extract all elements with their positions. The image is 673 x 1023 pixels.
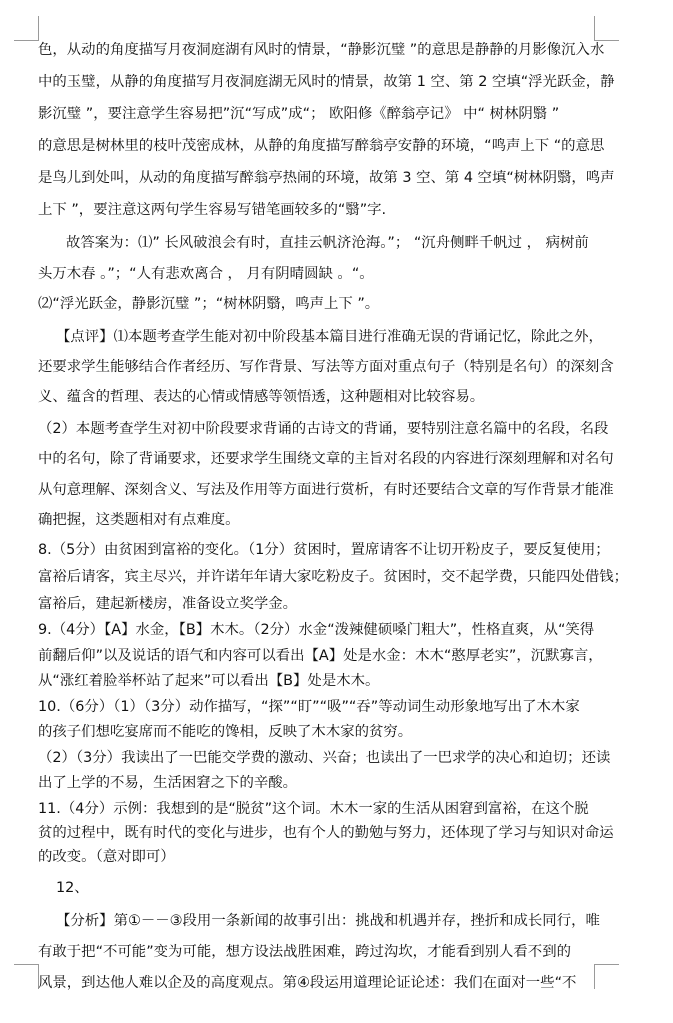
answer-11-line: 11.（4分）示例：我想到的是“脱贫”这个词。木木一家的生活从困窘到富裕，在这个脱	[38, 801, 589, 817]
comment-line: （2）本题考查学生对初中阶段要求背诵的古诗文的背诵，要特别注意名篇中的名段，名段	[38, 421, 609, 437]
crop-mark-top-right	[594, 16, 619, 41]
comment-line: 【点评】⑴本题考查学生能对初中阶段基本篇目进行准确无误的背诵记忆，除此之外，	[56, 329, 603, 345]
text-line: 上下 ”，要注意这两句学生容易写错笔画较多的“翳”字.	[38, 202, 387, 218]
answer-line: 故答案为：⑴” 长风破浪会有时，直挂云帆济沧海。”； “沉舟侧畔千帆过 ， 病树前	[66, 235, 589, 251]
crop-mark-bottom-left	[14, 964, 39, 989]
answer-line: 头万木春 。”；“人有悲欢离合 ， 月有阴晴圆缺 。“。	[38, 266, 374, 282]
answer-9-line: 前翻后仰”以及说话的语气和内容可以看出【A】处是水金：木木“憨厚老实”，沉默寡言，	[38, 648, 603, 664]
text-line: 影沉璧 ”，要注意学生容易把”沉“写成”成“； 欧阳修《醉翁亭记》 中“ 树林阴翳 ”	[38, 106, 560, 122]
text-line: 中的玉璧，从静的角度描写月夜洞庭湖无风时的情景，故第 1 空、第 2 空填“浮光跃金，静	[38, 74, 615, 90]
analysis-line: 【分析】第①－－③段用一条新闻的故事引出：挑战和机遇并存，挫折和成长同行，唯	[56, 913, 600, 929]
question-12-label: 12、	[56, 880, 89, 896]
analysis-line: 风景，到达他人难以企及的高度观点。第④段运用道理论证论述：我们在面对一些“不	[38, 975, 577, 991]
answer-9-line: 从“涨红着脸举杯站了起来”可以看出【B】处是木木。	[38, 673, 380, 689]
comment-line: 中的名句，除了背诵要求，还要求学生围绕文章的主旨对名段的内容进行深刻理解和对名句	[38, 451, 614, 467]
crop-mark-top-left	[14, 16, 39, 41]
answer-8-line: 富裕后，建起新楼房，准备设立奖学金。	[38, 596, 298, 612]
answer-10-line: 出了上学的不易，生活困窘之下的辛酸。	[38, 775, 298, 791]
comment-line: 义、蕴含的哲理、表达的心情或情感等领悟透，这种题相对比较容易。	[38, 389, 485, 405]
answer-8-line: 富裕后请客，宾主尽兴，并许诺年年请大家吃粉皮子。贫困时，交不起学费，只能四处借钱；	[38, 569, 629, 585]
answer-10-line: 10.（6分）（1）（3分）动作描写，“探”“盯”“吸”“吞”等动词生动形象地写出了木木家	[38, 699, 580, 715]
text-line: 色，从动的角度描写月夜洞庭湖有风时的情景，“静影沉璧 ”的意思是静静的月影像沉入水	[38, 42, 605, 58]
answer-line: ⑵“浮光跃金，静影沉璧 ”；“树林阴翳，鸣声上下 ”。	[38, 296, 380, 312]
comment-line: 确把握，这类题相对有点难度。	[38, 512, 240, 528]
analysis-line: 有敢于把“不可能”变为可能，想方设法战胜困难，跨过沟坎，才能看到别人看不到的	[38, 944, 571, 960]
comment-line: 还要求学生能够结合作者经历、写作背景、写法等方面对重点句子（特别是名句）的深刻含	[38, 359, 614, 375]
comment-line: 从句意理解、深刻含义、写法及作用等方面进行赏析，有时还要结合文章的写作背景才能准	[38, 482, 614, 498]
text-line: 的意思是树林里的枝叶茂密成林，从静的角度描写醉翁亭安静的环境，“鸣声上下 “的意思	[38, 138, 605, 154]
answer-10-line: （2）（3分）我读出了一巴能交学费的激动、兴奋；也读出了一巴求学的决心和迫切；还读	[38, 750, 611, 766]
answer-11-line: 贫的过程中，既有时代的变化与进步，也有个人的勤勉与努力，还体现了学习与知识对命运	[38, 825, 614, 841]
answer-9-line: 9.（4分）【A】水金，【B】木木。（2分）水金“泼辣健硕嗓门粗大”，性格直爽，从“笑得	[38, 622, 595, 638]
answer-11-line: 的改变。（意对即可）	[38, 849, 175, 865]
answer-10-line: 的孩子们想吃宴席而不能吃的馋相，反映了木木家的贫穷。	[38, 724, 413, 740]
text-line: 是鸟儿到处叫，从动的角度描写醉翁亭热闹的环境，故第 3 空、第 4 空填“树林阴翳，鸣声	[38, 170, 615, 186]
answer-8-line: 8.（5分）由贫困到富裕的变化。（1分）贫困时，置席请客不让切开粉皮子，要反复使用；	[38, 542, 610, 558]
